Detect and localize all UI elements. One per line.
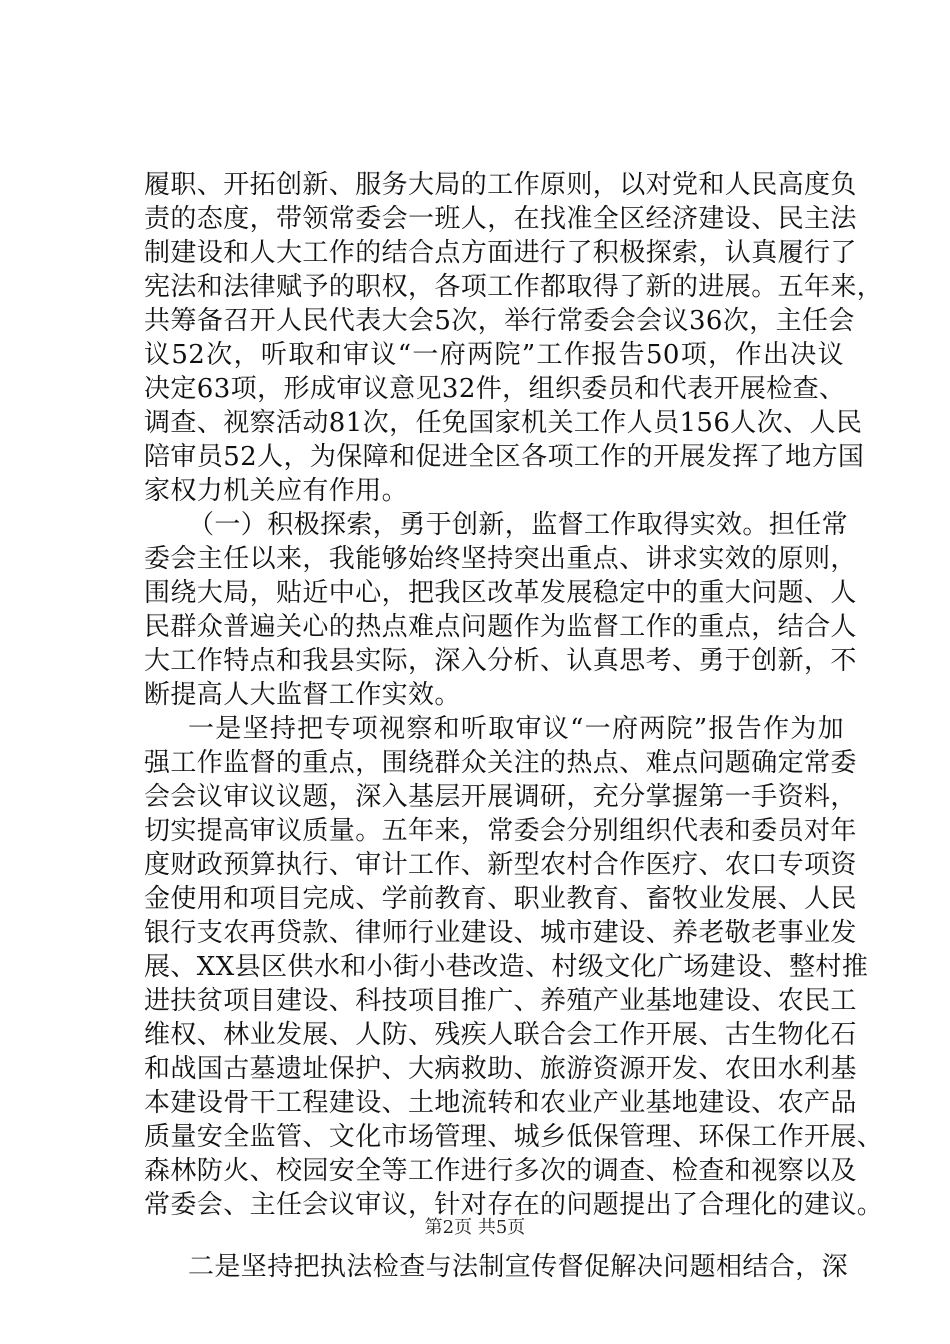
text-line: 陪审员52人，为保障和促进全区各项工作的开展发挥了地方国 (144, 442, 865, 472)
paragraph-point-two (144, 1250, 849, 1284)
section-heading-line: （一）积极探索，勇于创新，监督工作取得实效。担任常 (188, 510, 849, 540)
text-line: 委会主任以来，我能够始终坚持突出重点、讲求实效的原则， (144, 544, 857, 574)
text-line: 常委会、主任会议审议，针对存在的问题提出了合理化的建议。 (144, 1190, 884, 1220)
document-body (144, 168, 884, 1284)
text-line: 切实提高审议质量。五年来，常委会分别组织代表和委员对年 (144, 816, 857, 846)
paragraph-point-one (144, 712, 884, 1222)
text-line: 制建设和人大工作的结合点方面进行了积极探索，认真履行了 (144, 238, 857, 268)
text-line: 展、XX县区供水和小街小巷改造、村级文化广场建设、整村推 (144, 952, 869, 982)
text-line: 维权、林业发展、人防、残疾人联合会工作开展、古生物化石 (144, 1020, 857, 1050)
text-line: 围绕大局，贴近中心，把我区改革发展稳定中的重大问题、人 (144, 578, 857, 608)
text-line: 大工作特点和我县实际，深入分析、认真思考、勇于创新，不 (144, 646, 857, 676)
paragraph-section-one (144, 508, 857, 712)
page-footer (0, 1216, 950, 1240)
text-line: 调查、视察活动81次，任免国家机关工作人员156人次、人民 (144, 408, 863, 438)
text-line: 质量安全监管、文化市场管理、城乡低保管理、环保工作开展、 (144, 1122, 884, 1152)
text-line: 二是坚持把执法检查与法制宣传督促解决问题相结合，深 (188, 1252, 849, 1282)
text-line: 民群众普遍关心的热点难点问题作为监督工作的重点，结合人 (144, 612, 857, 642)
text-line: 议52次，听取和审议“一府两院”工作报告50项，作出决议 (144, 340, 844, 370)
text-line: 宪法和法律赋予的职权，各项工作都取得了新的进展。五年来， (144, 272, 884, 302)
text-line: 本建设骨干工程建设、土地流转和农业产业基地建设、农产品 (144, 1088, 857, 1118)
paragraph-intro (144, 168, 884, 508)
text-line: 度财政预算执行、审计工作、新型农村合作医疗、农口专项资 (144, 850, 857, 880)
text-line: 共筹备召开人民代表大会5次，举行常委会会议36次，主任会 (144, 306, 855, 336)
text-line: 一是坚持把专项视察和听取审议“一府两院”报告作为加 (188, 714, 844, 744)
text-line: 银行支农再贷款、律师行业建设、城市建设、养老敬老事业发 (144, 918, 857, 948)
text-line: 金使用和项目完成、学前教育、职业教育、畜牧业发展、人民 (144, 884, 857, 914)
text-line: 和战国古墓遗址保护、大病救助、旅游资源开发、农田水利基 (144, 1054, 857, 1084)
text-line: 责的态度，带领常委会一班人，在找准全区经济建设、民主法 (144, 204, 857, 234)
text-line: 进扶贫项目建设、科技项目推广、养殖产业基地建设、农民工 (144, 986, 857, 1016)
text-line: 决定63项，形成审议意见32件，组织委员和代表开展检查、 (144, 374, 846, 404)
text-line: 森林防火、校园安全等工作进行多次的调查、检查和视察以及 (144, 1156, 857, 1186)
text-line: 强工作监督的重点，围绕群众关注的热点、难点问题确定常委 (144, 748, 857, 778)
text-line: 断提高人大监督工作实效。 (144, 680, 461, 710)
text-line: 会会议审议议题，深入基层开展调研，充分掌握第一手资料， (144, 782, 857, 812)
text-line: 履职、开拓创新、服务大局的工作原则，以对党和人民高度负 (144, 170, 857, 200)
page-number-label: 第2页 共5页 (424, 1217, 526, 1238)
text-line: 家权力机关应有作用。 (144, 476, 409, 506)
